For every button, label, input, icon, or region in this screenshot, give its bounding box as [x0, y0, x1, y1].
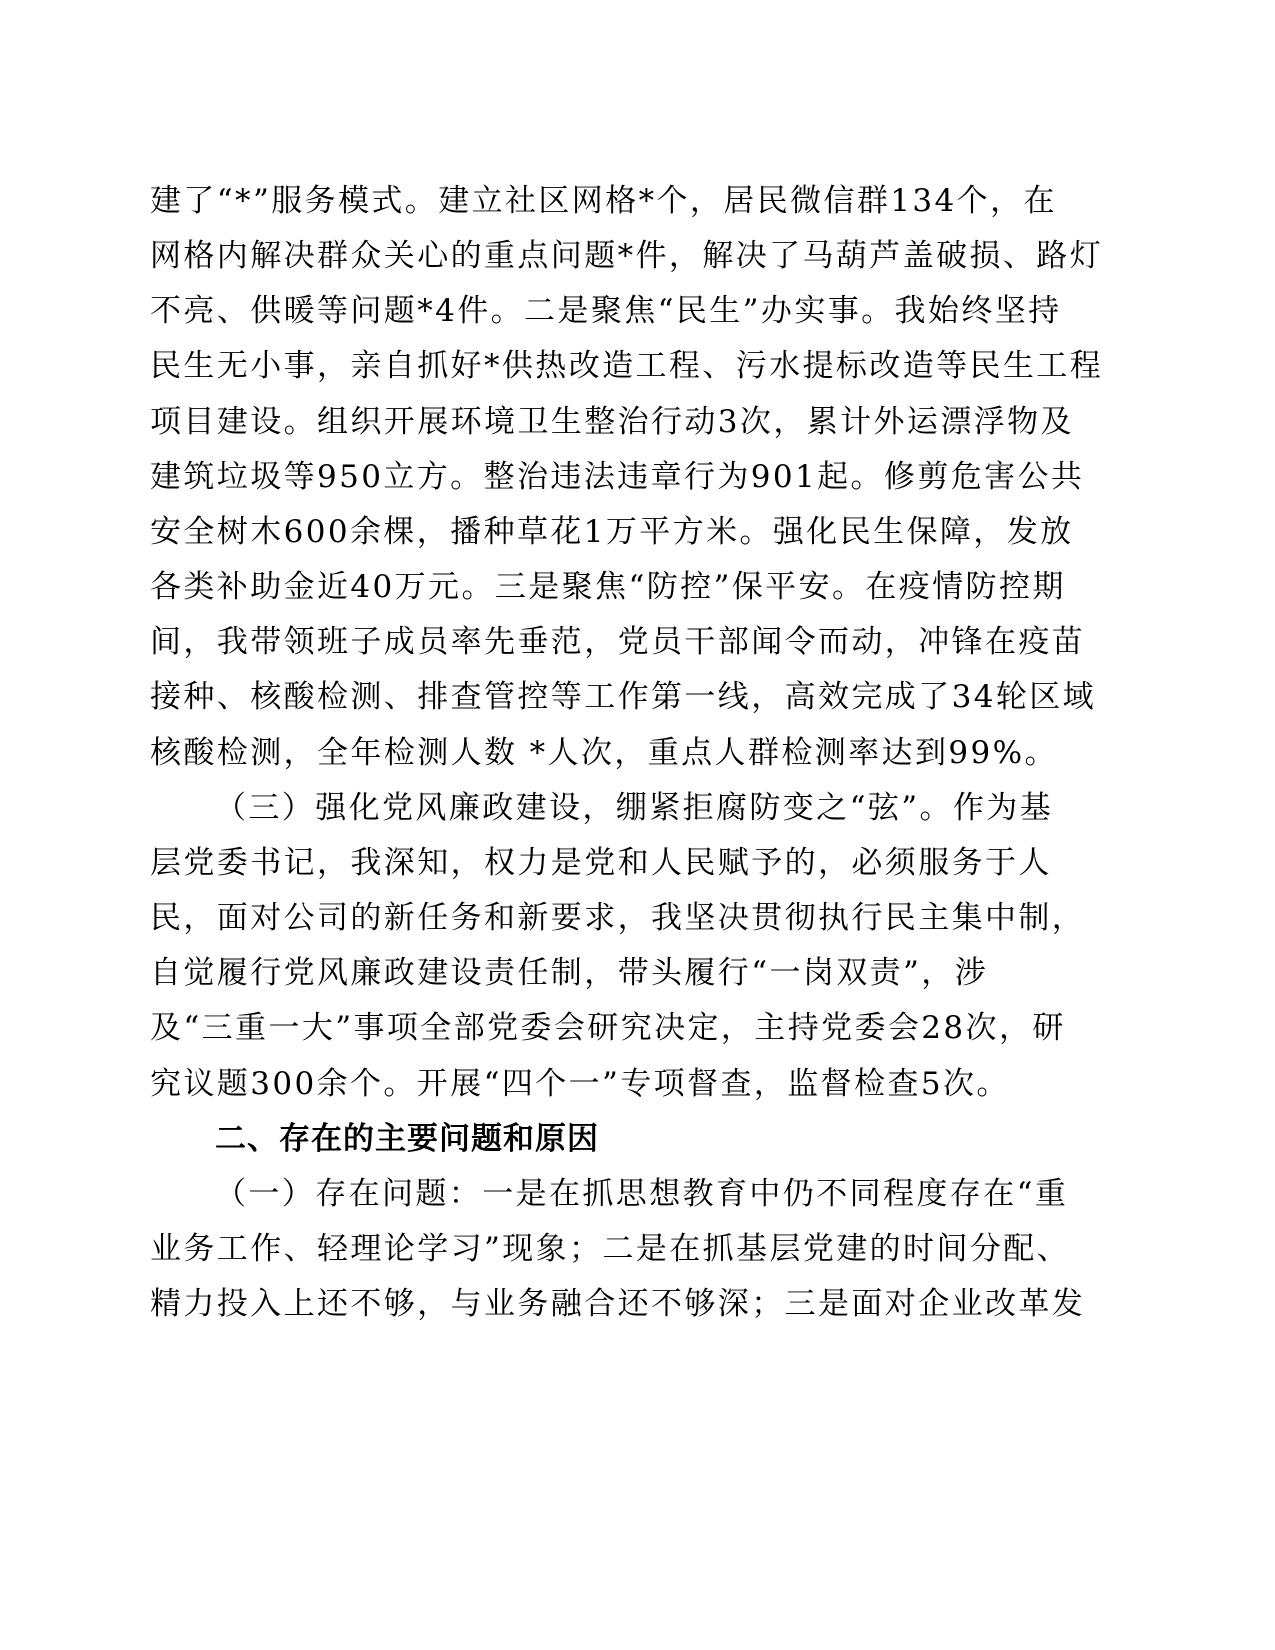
- text-line: 核酸检测，全年检测人数 *人次，重点人群检测率达到99%。: [150, 735, 1058, 771]
- text-line: 民生无小事，亲自抓好*供热改造工程、污水提标改造等民生工程: [150, 348, 1104, 384]
- text-line: 层党委书记，我深知，权力是党和人民赋予的，必须服务于人: [150, 845, 1052, 881]
- text-line: 安全树木600余棵，播种草花1万平方米。强化民生保障，发放: [150, 514, 1074, 550]
- text-line: 及“三重一大”事项全部党委会研究决定，主持党委会28次，研: [150, 1010, 1066, 1046]
- text-line: 精力投入上还不够，与业务融合还不够深；三是面对企业改革发: [150, 1286, 1086, 1322]
- text-line: 各类补助金近40万元。三是聚焦“防控”保平安。在疫情防控期: [150, 569, 1066, 605]
- subsection-heading-1: （一）存在问题：一是在抓思想教育中仍不同程度存在“重: [215, 1176, 1069, 1212]
- text-line: 建了“*”服务模式。建立社区网格*个，居民微信群134个，在: [150, 183, 1057, 219]
- text-line: 究议题300余个。开展“四个一”专项督查，监督检查5次。: [150, 1066, 1010, 1102]
- text-line: 自觉履行党风廉政建设责任制，带头履行“一岗双责”，涉: [150, 955, 989, 991]
- text-line: 网格内解决群众关心的重点问题*件，解决了马葫芦盖破损、路灯: [150, 238, 1104, 274]
- text-line: 业务工作、轻理论学习”现象；二是在抓基层党建的时间分配、: [150, 1231, 1071, 1267]
- text-line: 项目建设。组织开展环境卫生整治行动3次，累计外运漂浮物及: [150, 404, 1074, 440]
- text-line: 建筑垃圾等950立方。整治违法违章行为901起。修剪危害公共: [150, 459, 1085, 495]
- section-heading-3: （三）强化党风廉政建设，绷紧拒腐防变之“弦”。作为基: [215, 790, 1054, 826]
- text-line: 间，我带领班子成员率先垂范，党员干部闻令而动，冲锋在疫苗: [150, 624, 1086, 660]
- chapter-heading: 二、存在的主要问题和原因: [215, 1121, 599, 1157]
- text-line: 不亮、供暖等问题*4件。二是聚焦“民生”办实事。我始终坚持: [150, 293, 1062, 329]
- text-line: 民，面对公司的新任务和新要求，我坚决贯彻执行民主集中制，: [150, 900, 1086, 936]
- text-line: 接种、核酸检测、排查管控等工作第一线，高效完成了34轮区域: [150, 679, 1097, 715]
